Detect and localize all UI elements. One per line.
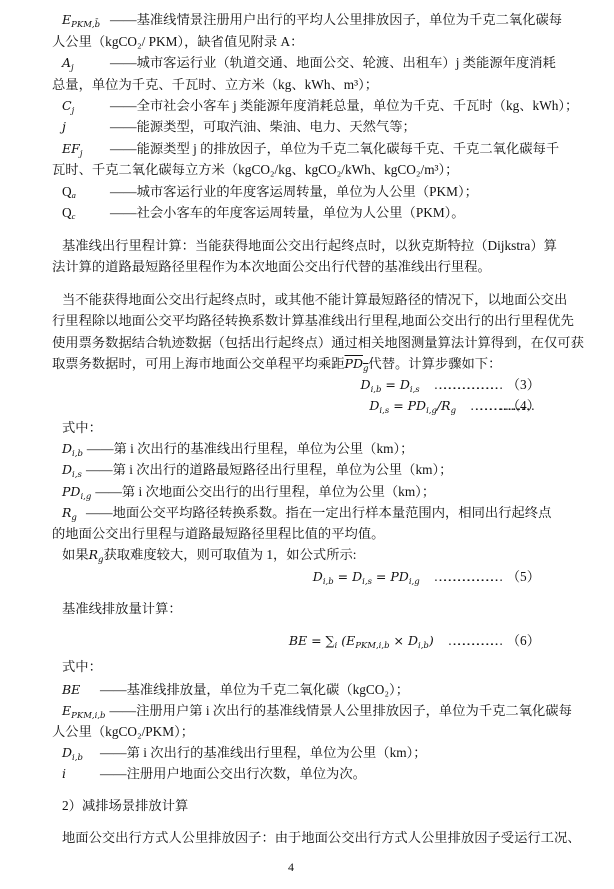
def-continuation: 的地面公交出行里程与道路最短路径里程比值的平均值。 <box>52 526 385 541</box>
where-label: 式中： <box>62 659 102 674</box>
def-text: ——第 i 次地面公交出行的出行里程，单位为公里（km）； <box>95 484 436 499</box>
equation-4 <box>52 398 540 419</box>
dot-leader: ………………………………… <box>433 569 495 584</box>
paragraph-line: 行里程除以地面公交平均路径转换系数计算基准线出行里程,地面公交出行的出行里程优先 <box>52 313 574 328</box>
symbol: $EF_j$ <box>62 141 83 159</box>
def-qc <box>62 205 465 224</box>
def-dib <box>62 441 413 462</box>
def-continuation: 瓦时、千克二氧化碳每立方米（kgCO₂/kg、kgCO₂/kWh、kgCO₂/m³）； <box>52 162 459 177</box>
equation-6 <box>52 633 540 654</box>
def-rg <box>62 505 551 526</box>
def-dis <box>62 462 452 483</box>
pd-bar-symbol: $PD_g$ <box>344 356 369 374</box>
paragraph-line: 法计算的道路最短路径里程作为本次地面公交出行代替的基准线出行里程。 <box>52 259 491 274</box>
def-qa <box>62 184 478 203</box>
equation-number: （6） <box>506 633 540 648</box>
def-text: ——基准线情景注册用户出行的平均人公里排放因子，单位为千克二氧化碳每 <box>110 12 563 27</box>
symbol: $E_{PKM,i,b}$ <box>62 703 106 721</box>
page-number: 4 <box>288 860 294 874</box>
paragraph-line: 当不能获得地面公交出行起终点时，或其他不能计算最短路径的情况下，以地面公交出 <box>62 292 568 307</box>
def-text: ——城市客运行业的年度客运周转量，单位为人公里（PKM）； <box>110 184 478 199</box>
symbol: $E_{PKM,b̄}$ <box>62 12 101 30</box>
section-heading: 2）减排场景排放计算 <box>62 798 189 813</box>
symbol: $Q_c$ <box>62 205 76 221</box>
symbol: $C_j$ <box>62 98 75 116</box>
def-continuation: 人公里（kgCO₂/ PKM），缺省值见附录 A： <box>52 34 304 49</box>
equation-expression: $D_{i,s} = PD_{i,g}/R_g$ <box>369 398 457 416</box>
def-text: ——社会小客车的年度客运周转量，单位为人公里（PKM）。 <box>110 205 465 220</box>
equation-expression: BE = $\sum_i$ $(E_{PKM,i,b} \times D_{i,b})$ <box>288 633 434 651</box>
paragraph-line: 取票务数据时，可用上海市地面公交单程平均乘距$PD_g$代替。计算步骤如下： <box>52 356 501 377</box>
rg-note: 如果$R_g$获取难度较大，则可取值为 1，如公式所示: <box>62 547 357 565</box>
def-epkm-b <box>62 12 562 33</box>
symbol: $R_g$ <box>62 505 77 523</box>
def-epkm-ib <box>62 703 572 724</box>
symbol: $D_{i,b}$ <box>62 745 83 763</box>
def-continuation: 人公里（kgCO₂/PKM）； <box>52 724 195 739</box>
symbol: $A_j$ <box>62 55 74 73</box>
equation-5 <box>52 569 540 590</box>
def-text: ——第 i 次出行的道路最短路径出行里程，单位为公里（km）； <box>86 462 453 477</box>
def-dib-2 <box>62 745 427 766</box>
def-be <box>62 682 409 698</box>
paragraph-line: 使用票务数据结合轨迹数据（包括出行起终点）通过相关地图测量算法计算得到，在仅可获 <box>52 335 584 350</box>
equation-number: （4） <box>506 398 540 413</box>
symbol: BE <box>62 682 81 697</box>
def-i <box>62 766 366 782</box>
def-text: ——能源类型 j 的排放因子，单位为千克二氧化碳每千克、千克二氧化碳每千 <box>110 141 560 156</box>
equation-expression: $D_{i,b} = D_{i,s}$ <box>360 377 420 395</box>
def-text: ——能源类型，可取汽油、柴油、电力、天然气等； <box>110 119 416 134</box>
def-text: ——注册用户地面公交出行次数，单位为次。 <box>100 766 366 781</box>
def-text: ——城市客运行业（轨道交通、地面公交、轮渡、出租车）j 类能源年度消耗 <box>110 55 556 70</box>
symbol: $PD_{i,g}$ <box>62 484 92 502</box>
dot-leader: ………………………………...... <box>470 398 495 413</box>
def-text: ——基准线排放量，单位为千克二氧化碳（kgCO₂）； <box>100 682 409 697</box>
def-text: ——注册用户第 i 次出行的基准线情景人公里排放因子，单位为千克二氧化碳每 <box>109 703 572 718</box>
symbol: $D_{i,b}$ <box>62 441 83 459</box>
equation-3 <box>52 377 540 398</box>
symbol: j <box>62 119 66 134</box>
equation-number: （3） <box>506 377 540 392</box>
symbol: i <box>62 766 66 781</box>
def-cj <box>62 98 578 119</box>
def-j <box>62 119 416 135</box>
def-efj <box>62 141 559 162</box>
def-text: ——地面公交平均路径转换系数。指在一定出行样本量范围内，相同出行起终点 <box>86 505 552 520</box>
def-pdig <box>62 484 435 505</box>
dot-leader: ………………………………… <box>433 377 495 392</box>
dot-leader: ………………………… <box>447 633 495 648</box>
def-text: ——第 i 次出行的基准线出行里程，单位为公里（km）； <box>86 441 414 456</box>
symbol: $D_{i,s}$ <box>62 462 82 480</box>
paragraph-line: 基准线出行里程计算：当能获得地面公交出行起终点时，以狄克斯特拉（Dijkstra）算 <box>62 238 557 253</box>
def-text: ——全市社会小客车 j 类能源年度消耗总量，单位为千克、千瓦时（kg、kWh）； <box>110 98 579 113</box>
equation-number: （5） <box>506 569 540 584</box>
def-continuation: 总量，单位为千克、千瓦时、立方米（kg、kWh、m³）； <box>52 77 379 92</box>
paragraph-line: 基准线排放量计算： <box>62 601 182 616</box>
where-label: 式中： <box>62 420 102 435</box>
paragraph-line: 地面公交出行方式人公里排放因子：由于地面公交出行方式人公里排放因子受运行工况、 <box>62 830 581 845</box>
def-text: ——第 i 次出行的基准线出行里程，单位为公里（km）； <box>100 745 427 760</box>
def-aj <box>62 55 556 76</box>
equation-expression: $D_{i,b} = D_{i,s} = PD_{i,g}$ <box>312 569 420 587</box>
symbol: $Q_a$ <box>62 184 76 200</box>
